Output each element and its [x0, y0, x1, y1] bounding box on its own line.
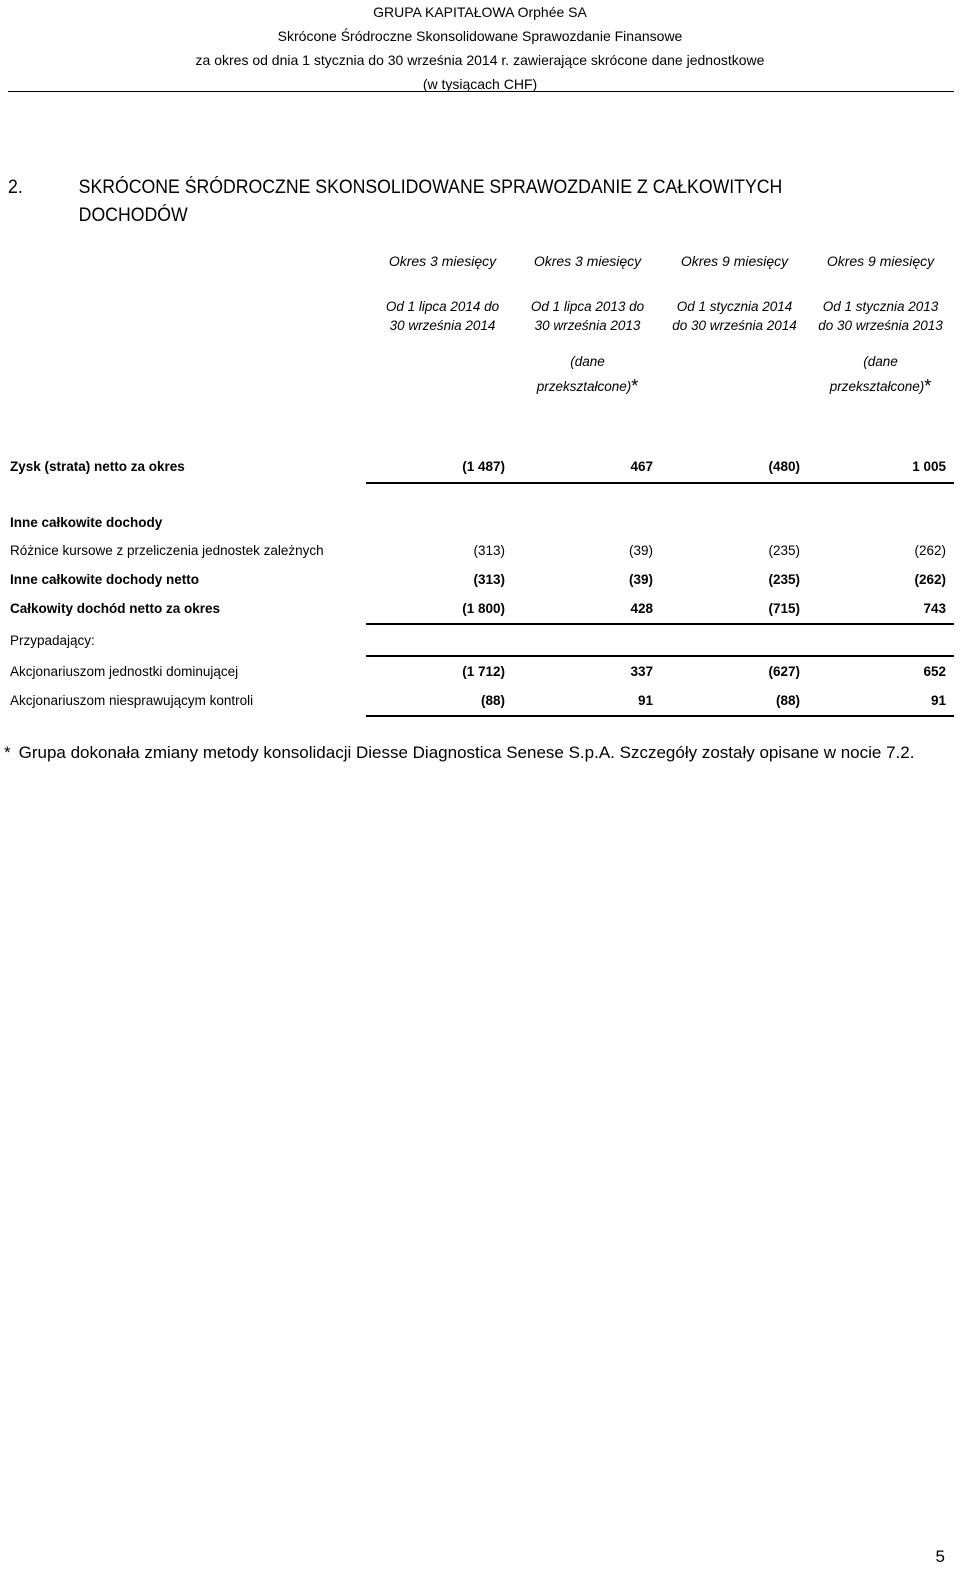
- cell-value: 91: [637, 693, 653, 708]
- row-label: Zysk (strata) netto za okres: [10, 459, 185, 474]
- cell-value: (1 712): [462, 664, 505, 679]
- column-period: Okres 3 miesięcy: [388, 253, 497, 269]
- row-label: Całkowity dochód netto za okres: [10, 601, 221, 616]
- column-range-line: Od 1 lipca 2013 do: [530, 299, 645, 314]
- cell-value: (262): [914, 572, 946, 587]
- column-note-line: przekształcone): [829, 379, 925, 394]
- report-period: za okres od dnia 1 stycznia do 30 września 2014 r. zawierające skrócone dane jednostkowe: [195, 52, 765, 68]
- column-range-line: 30 września 2013: [534, 318, 641, 333]
- cell-value: (313): [473, 543, 505, 558]
- page-number: 5: [935, 1547, 945, 1566]
- cell-value: (627): [768, 664, 800, 679]
- row-divider: [366, 623, 954, 625]
- column-period: Okres 9 miesięcy: [826, 253, 935, 269]
- report-currency: (w tysiącach CHF): [422, 76, 538, 92]
- column-range: [515, 297, 660, 335]
- column-range-line: do 30 września 2013: [818, 318, 943, 333]
- row-divider: [366, 715, 954, 717]
- cell-value: (39): [628, 543, 653, 558]
- footnote-text: Grupa dokonała zmiany metody konsolidacji Diesse Diagnostica Senese S.p.A. Szczegóły zostały opisane w nocie 7.2.: [18, 743, 915, 762]
- cell-value: (235): [768, 543, 800, 558]
- cell-value: 1 005: [912, 459, 946, 474]
- cell-value: (480): [768, 459, 800, 474]
- column-note-line: przekształcone): [536, 379, 632, 394]
- row-label: Inne całkowite dochody: [10, 515, 163, 530]
- document-header: [0, 0, 960, 96]
- column-range-line: Od 1 lipca 2014 do: [385, 299, 500, 314]
- column-range-line: do 30 września 2014: [672, 318, 797, 333]
- row-label: Akcjonariuszom niesprawującym kontroli: [10, 693, 254, 708]
- column-range: [370, 297, 515, 335]
- column-period: Okres 9 miesięcy: [680, 253, 789, 269]
- row-label: Inne całkowite dochody netto: [10, 572, 200, 587]
- cell-value: 91: [930, 693, 946, 708]
- row-label: Akcjonariuszom jednostki dominującej: [10, 664, 239, 679]
- column-period: Okres 3 miesięcy: [533, 253, 642, 269]
- column-note: [808, 350, 953, 399]
- footnote: [4, 743, 914, 763]
- cell-value: (262): [914, 543, 946, 558]
- cell-value: (715): [768, 601, 800, 616]
- row-divider: [366, 482, 954, 484]
- column-range: [808, 297, 953, 335]
- column-range-line: Od 1 stycznia 2013: [822, 299, 939, 314]
- cell-value: 337: [630, 664, 653, 679]
- cell-value: (235): [768, 572, 800, 587]
- cell-value: (1 800): [462, 601, 505, 616]
- row-divider: [366, 655, 954, 657]
- column-range: [662, 297, 807, 335]
- cell-value: (88): [480, 693, 505, 708]
- header-divider: [8, 91, 954, 92]
- cell-value: (88): [775, 693, 800, 708]
- cell-value: 467: [630, 459, 653, 474]
- footnote-marker: *: [924, 376, 932, 396]
- cell-value: (313): [473, 572, 505, 587]
- footnote-marker: *: [631, 376, 639, 396]
- column-note: [515, 350, 660, 399]
- cell-value: 428: [630, 601, 653, 616]
- cell-value: (1 487): [462, 459, 505, 474]
- cell-value: (39): [628, 572, 653, 587]
- section-number: 2.: [8, 177, 23, 198]
- row-label: Przypadający:: [10, 633, 95, 648]
- footnote-marker: *: [4, 743, 11, 762]
- report-name: Skrócone Śródroczne Skonsolidowane Sprawozdanie Finansowe: [277, 28, 683, 44]
- row-label: Różnice kursowe z przeliczenia jednostek zależnych: [10, 543, 324, 558]
- company-name: GRUPA KAPITAŁOWA Orphée SA: [373, 4, 587, 20]
- column-note-line: (dane: [570, 354, 605, 369]
- column-note-line: (dane: [863, 354, 898, 369]
- cell-value: 743: [923, 601, 946, 616]
- cell-value: 652: [923, 664, 946, 679]
- column-range-line: 30 września 2014: [389, 318, 496, 333]
- column-range-line: Od 1 stycznia 2014: [676, 299, 793, 314]
- section-title: SKRÓCONE ŚRÓDROCZNE SKONSOLIDOWANE SPRAWOZDANIE Z CAŁKOWITYCH DOCHODÓW: [78, 177, 783, 226]
